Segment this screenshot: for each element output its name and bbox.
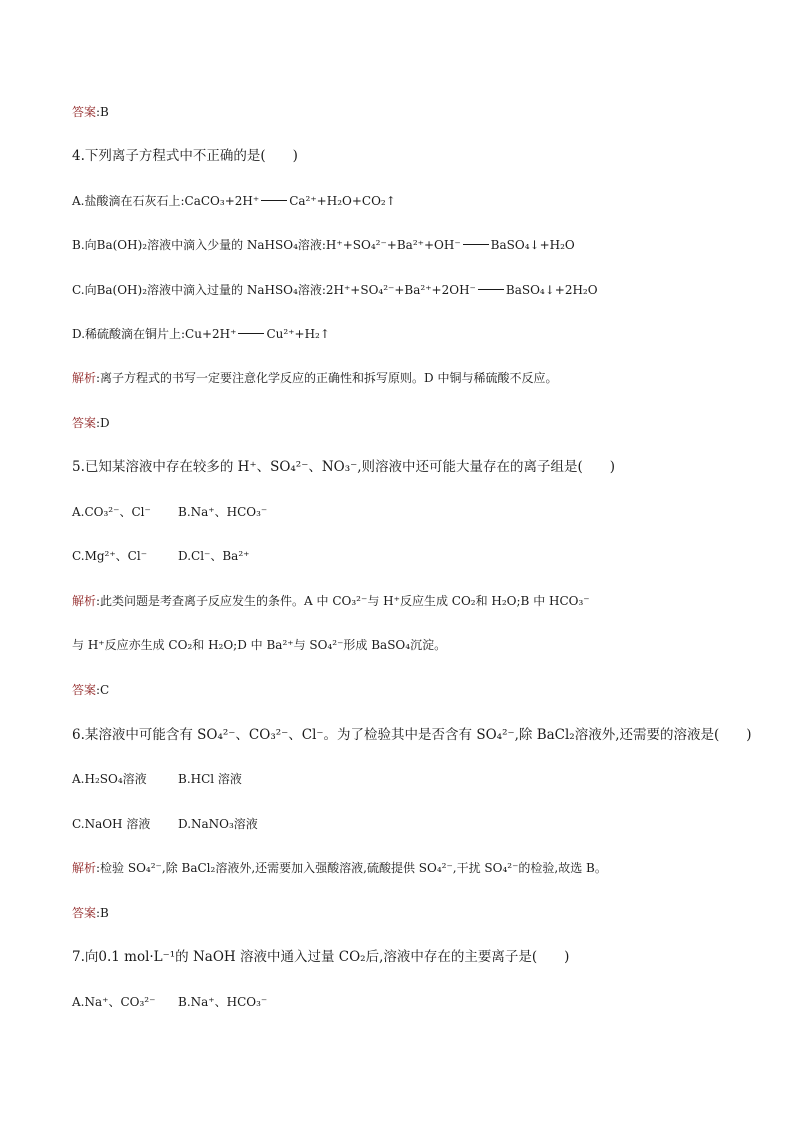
explanation-label: 解析 <box>72 594 97 608</box>
answer-label: 答案 <box>72 105 97 119</box>
question-7-stem: 7.向0.1 mol·L⁻¹的 NaOH 溶液中通入过量 CO₂后,溶液中存在的主要离子是( ) <box>72 949 570 965</box>
answer-label: 答案 <box>72 416 97 430</box>
option-d: D.Cl⁻、Ba²⁺ <box>178 549 250 563</box>
equation-right: Ca²⁺+H₂O+CO₂↑ <box>289 194 396 208</box>
equals-sign-icon <box>261 200 287 201</box>
answer-value: :C <box>96 683 110 697</box>
question-7-options-ab <box>72 993 267 1011</box>
question-4-option-b <box>72 236 575 254</box>
equation-left: C.向Ba(OH)₂溶液中滴入过量的 NaHSO₄溶液:2H⁺+SO₄²⁻+Ba²⁺+2OH⁻ <box>72 283 476 297</box>
question-6-stem: 6.某溶液中可能含有 SO₄²⁻、CO₃²⁻、Cl⁻。为了检验其中是否含有 SO₄²⁻,除 BaCl₂溶液外,还需要的溶液是( ) <box>72 727 752 743</box>
option-b: B.Na⁺、HCO₃⁻ <box>178 505 268 519</box>
equation-right: BaSO₄↓+2H₂O <box>505 283 598 297</box>
answer-q3 <box>72 103 109 121</box>
question-5-explanation-cont: 与 H⁺反应亦生成 CO₂和 H₂O;D 中 Ba²⁺与 SO₄²⁻形成 BaSO₄沉淀。 <box>72 638 447 652</box>
question-5-options-cd <box>72 547 249 565</box>
option-c: C.Mg²⁺、Cl⁻ <box>72 549 148 563</box>
option-b: B.HCl 溶液 <box>178 772 242 786</box>
equation-left: A.盐酸滴在石灰石上:CaCO₃+2H⁺ <box>72 194 260 208</box>
option-a: A.CO₃²⁻、Cl⁻ <box>72 505 151 519</box>
answer-label: 答案 <box>72 906 97 920</box>
option-d: D.NaNO₃溶液 <box>178 817 258 831</box>
question-4-option-a <box>72 192 396 210</box>
question-4-option-c <box>72 281 598 299</box>
equals-sign-icon <box>463 244 489 245</box>
answer-q5 <box>72 681 109 699</box>
question-4-explanation <box>72 369 558 387</box>
question-5-explanation <box>72 592 590 610</box>
option-b: B.Na⁺、HCO₃⁻ <box>178 995 268 1009</box>
explanation-text: :离子方程式的书写一定要注意化学反应的正确性和拆写原则。D 中铜与稀硫酸不反应。 <box>96 371 558 385</box>
answer-q4 <box>72 414 110 432</box>
option-a: A.H₂SO₄溶液 <box>72 772 147 786</box>
explanation-label: 解析 <box>72 861 97 875</box>
answer-q6 <box>72 904 109 922</box>
question-4-option-d <box>72 325 330 343</box>
question-4-stem: 4.下列离子方程式中不正确的是( ) <box>72 148 298 164</box>
answer-label: 答案 <box>72 683 97 697</box>
equation-right: BaSO₄↓+H₂O <box>490 238 575 252</box>
question-6-explanation <box>72 859 607 877</box>
explanation-text: :检验 SO₄²⁻,除 BaCl₂溶液外,还需要加入强酸溶液,硫酸提供 SO₄²⁻,干扰 SO₄²⁻的检验,故选 B。 <box>96 861 607 875</box>
answer-value: :D <box>96 416 110 430</box>
explanation-label: 解析 <box>72 371 97 385</box>
equals-sign-icon <box>478 289 504 290</box>
answer-value: :B <box>96 105 109 119</box>
question-5-options-ab <box>72 503 267 521</box>
equals-sign-icon <box>238 333 264 334</box>
answer-value: :B <box>96 906 109 920</box>
question-6-options-ab <box>72 770 242 788</box>
option-c: C.NaOH 溶液 <box>72 817 151 831</box>
equation-left: B.向Ba(OH)₂溶液中滴入少量的 NaHSO₄溶液:H⁺+SO₄²⁻+Ba²⁺+OH⁻ <box>72 238 461 252</box>
question-6-options-cd <box>72 815 258 833</box>
explanation-text: :此类问题是考查离子反应发生的条件。A 中 CO₃²⁻与 H⁺反应生成 CO₂和 H₂O;B 中 HCO₃⁻ <box>96 594 590 608</box>
option-a: A.Na⁺、CO₃²⁻ <box>72 995 156 1009</box>
equation-left: D.稀硫酸滴在铜片上:Cu+2H⁺ <box>72 327 237 341</box>
equation-right: Cu²⁺+H₂↑ <box>266 327 330 341</box>
question-5-stem: 5.已知某溶液中存在较多的 H⁺、SO₄²⁻、NO₃⁻,则溶液中还可能大量存在的离子组是( ) <box>72 459 616 475</box>
